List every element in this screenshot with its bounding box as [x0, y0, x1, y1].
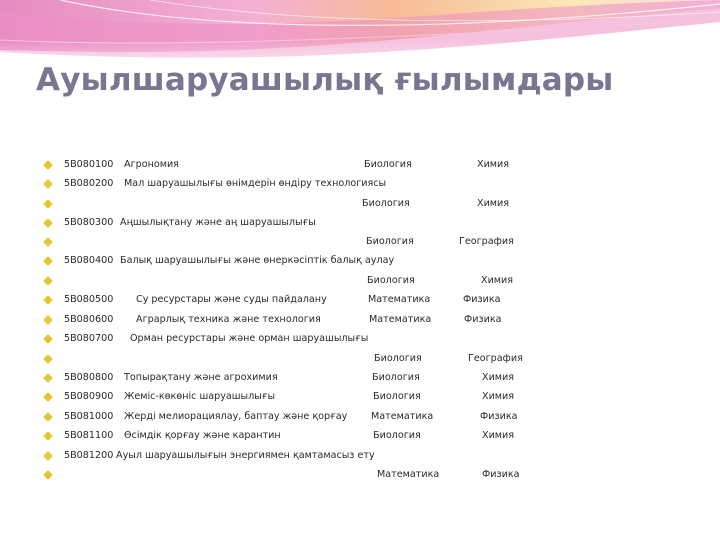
specialty-code: 5В080400 — [64, 255, 114, 266]
specialty-code: 5В080100 — [64, 159, 114, 170]
specialty-name: Аграрлық техника және технология — [136, 314, 321, 325]
list-item — [44, 331, 704, 349]
subject-2: Химия — [482, 430, 515, 441]
list-item — [44, 234, 704, 252]
specialty-code: 5В080600 — [64, 314, 114, 325]
bullet-icon — [43, 373, 53, 383]
specialty-code: 5В080200 — [64, 178, 114, 189]
subject-2: География — [468, 353, 523, 364]
list-item — [44, 292, 704, 310]
list-item — [44, 312, 704, 330]
bullet-icon — [43, 295, 53, 305]
specialty-name: Орман ресурстары және орман шаруашылығы — [130, 333, 369, 344]
list-item — [44, 196, 704, 214]
list-item — [44, 370, 704, 388]
list-item — [44, 467, 704, 485]
bullet-icon — [43, 315, 53, 325]
specialty-name: Агрономия — [124, 159, 179, 170]
specialty-code: 5В080700 — [64, 333, 114, 344]
bullet-icon — [43, 412, 53, 422]
bullet-icon — [43, 218, 53, 228]
list-item — [44, 273, 704, 291]
bullet-icon — [43, 431, 53, 441]
specialty-name: Жерді мелиорациялау, баптау және қорғау — [124, 411, 348, 422]
list-item — [44, 176, 704, 194]
subject-1: Биология — [367, 275, 415, 286]
specialty-name: Жеміс-көкөніс шаруашылығы — [124, 391, 276, 402]
bullet-icon — [43, 256, 53, 266]
bullet-icon — [43, 392, 53, 402]
specialty-code: 5В080800 — [64, 372, 114, 383]
specialty-code: 5В081100 — [64, 430, 114, 441]
subject-2: Химия — [482, 391, 515, 402]
bullet-icon — [43, 276, 53, 286]
list-item — [44, 157, 704, 175]
subject-1: Биология — [364, 159, 412, 170]
specialty-code: 5В081200 — [64, 450, 114, 461]
list-item — [44, 215, 704, 233]
specialty-name: Өсімдік қорғау және карантин — [124, 430, 281, 441]
subject-1: Математика — [377, 469, 440, 480]
subject-2: Химия — [481, 275, 514, 286]
subject-1: Биология — [366, 236, 414, 247]
subject-2: Физика — [480, 411, 518, 422]
subject-1: Биология — [373, 391, 421, 402]
bullet-icon — [43, 179, 53, 189]
specialty-code: 5В081000 — [64, 411, 114, 422]
subject-2: Химия — [477, 198, 510, 209]
subject-2: Физика — [463, 294, 501, 305]
specialty-code: 5В080500 — [64, 294, 114, 305]
specialty-name: Су ресурстары және суды пайдалану — [136, 294, 327, 305]
subject-1: Математика — [369, 314, 432, 325]
bullet-icon — [43, 237, 53, 247]
specialty-code: 5В080900 — [64, 391, 114, 402]
subject-2: География — [459, 236, 514, 247]
specialty-name: Мал шаруашылығы өнімдерін өндіру технологиясы — [124, 178, 387, 189]
specialty-code: 5В080300 — [64, 217, 114, 228]
list-item — [44, 253, 704, 271]
bullet-icon — [43, 199, 53, 209]
list-item — [44, 428, 704, 446]
list-item — [44, 351, 704, 369]
bullet-icon — [43, 160, 53, 170]
subject-2: Физика — [464, 314, 502, 325]
subject-2: Химия — [477, 159, 510, 170]
subject-1: Биология — [373, 430, 421, 441]
subject-1: Математика — [371, 411, 434, 422]
subject-1: Биология — [362, 198, 410, 209]
specialty-name: Аңшылықтану және аң шаруашылығы — [120, 217, 316, 228]
subject-2: Физика — [482, 469, 520, 480]
bullet-icon — [43, 334, 53, 344]
slide-title: Ауылшаруашылық ғылымдары — [36, 62, 614, 98]
bullet-icon — [43, 451, 53, 461]
bullet-icon — [43, 470, 53, 480]
list-item — [44, 389, 704, 407]
subject-1: Биология — [374, 353, 422, 364]
specialty-name: Балық шаруашылығы және өнеркәсіптік балық аулау — [120, 255, 395, 266]
specialty-name: Топырақтану және агрохимия — [124, 372, 278, 383]
subject-1: Биология — [372, 372, 420, 383]
specialty-name: Ауыл шаруашылығын энергиямен қамтамасыз ету — [116, 450, 375, 461]
list-item — [44, 409, 704, 427]
subject-2: Химия — [482, 372, 515, 383]
bullet-icon — [43, 354, 53, 364]
subject-1: Математика — [368, 294, 431, 305]
list-item — [44, 448, 704, 466]
